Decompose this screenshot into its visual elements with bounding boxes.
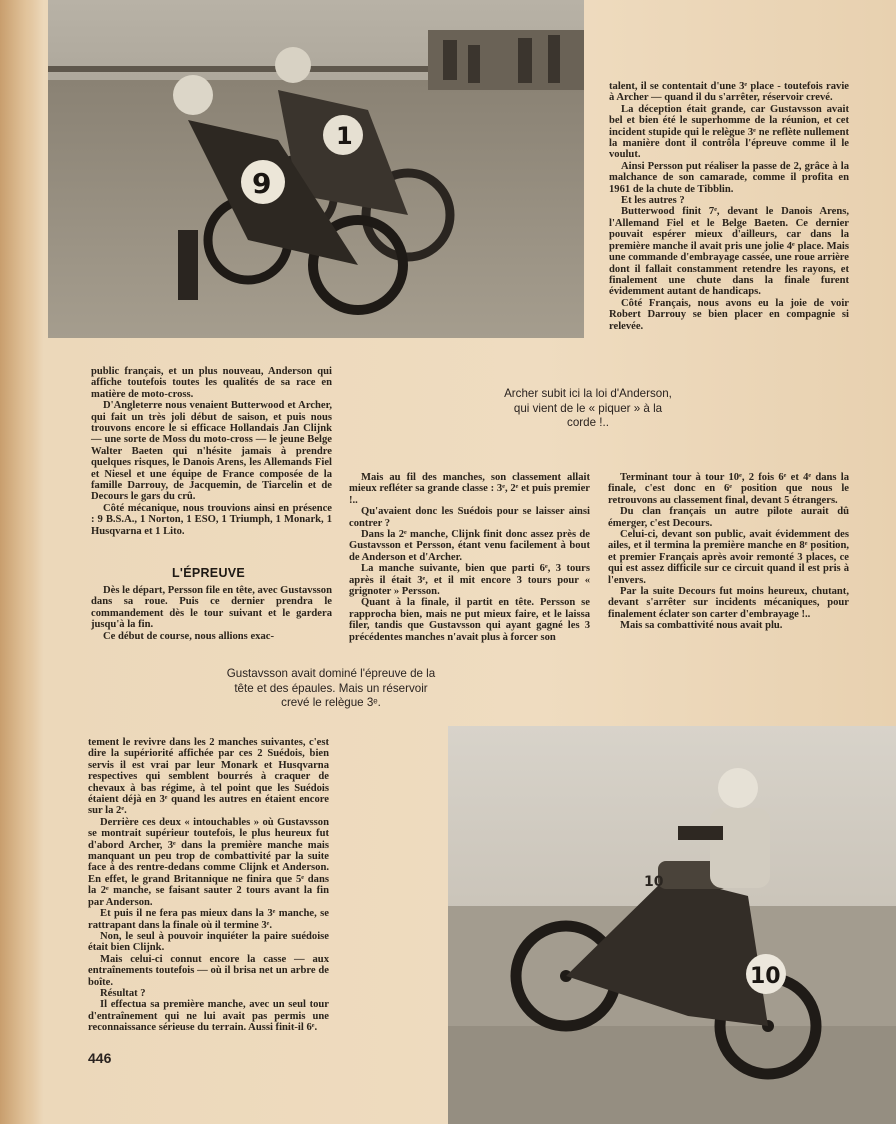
caption-gustavsson: Gustavsson avait dominé l'épreuve de la tête et des épaules. Mais un réservoir crevé le relègue 3ᵉ. bbox=[226, 667, 436, 709]
paragraph: talent, il se contentait d'une 3ᵉ place - toutefois ravie à Archer — quand il du s'arrêter, réservoir crevé. bbox=[609, 81, 849, 104]
photo-rider-10-image bbox=[448, 726, 896, 1124]
caption-archer: Archer subit ici la loi d'Anderson, qui vient de le « piquer » à la corde !.. bbox=[504, 387, 672, 429]
paragraph: La manche suivante, bien que parti 6ᵉ, 3 tours après il était 3ᵉ, et il mit encore 3 tours pour « grignoter » Persson. bbox=[349, 563, 590, 598]
paragraph: Derrière ces deux « intouchables » où Gustavsson se montrait supérieur toutefois, le plus heureux fut d'abord Archer, 3ᵉ dans la première manche mais manquant un peu trop de combattivité par la suite face à des rentre-dedans comme Clijnk et Anderson. En effet, le grand Britannique ne finira que 5ᵉ dans la 2ᵉ manche, se faisant sauter 2 tours avant la fin par Anderson. bbox=[88, 816, 329, 908]
left-column bbox=[91, 366, 332, 537]
page-number: 446 bbox=[88, 1050, 112, 1066]
paragraph: Butterwood finit 7ᵉ, devant le Danois Arens, l'Allemand Fiel et le Belge Baeten. Ce dernier pouvait espérer mieux d'ailleurs, car dans la première manche il avait pris une jolie 4ᵉ place. Mais une commande d'embrayage cassée, une roue arrière dont il fallait constamment retendre les rayons, et finalement une chute dans la finale furent évidemment autant de handicaps. bbox=[609, 206, 849, 298]
paragraph: La déception était grande, car Gustavsson avait bel et bien été le superhomme de la réunion, et cet incident stupide qui le relègue 3ᵉ ne reflète nullement la manière dont il contrôla l'épreuve comme il le voulut. bbox=[609, 103, 849, 161]
paragraph: Celui-ci, devant son public, avait évidemment des ailes, et il termina la première manche en 8ᵉ position, et premier Français après avoir remonté 3 places, ce qui est assez difficile sur ce circuit quand il est pris à l'envers. bbox=[608, 529, 849, 586]
svg-text:1: 1 bbox=[336, 122, 353, 150]
photo-riders-9-and-1 bbox=[48, 0, 584, 338]
paragraph: Qu'avaient donc les Suédois pour se laisser ainsi contrer ? bbox=[349, 506, 590, 529]
paragraph: Il effectua sa première manche, avec un seul tour d'entraînement qui ne lui avait pas permis une reconnaissance sérieuse du terrain. Aussi finit-il 6ᵉ. bbox=[88, 999, 329, 1034]
page-edge bbox=[0, 0, 44, 1124]
paragraph: Côté mécanique, nous trouvions ainsi en présence : 9 B.S.A., 1 Norton, 1 ESO, 1 Triumph, 1 Monark, 1 Husqvarna et 1 Lito. bbox=[91, 502, 332, 537]
paragraph: Dès le départ, Persson file en tête, avec Gustavsson dans sa roue. Puis ce dernier prendra le commandement dès le tour suivant et le gardera jusqu'à la fin. bbox=[91, 585, 332, 631]
paragraph: tement le revivre dans les 2 manches suivantes, c'est dire la supériorité affichée par ces 2 Suédois, bien servis il est vrai par leur Monark et Husqvarna respectives qui semblent bourrés à craquer de chevaux à bas régime, à tel point que les Suédois étaient déjà en 3ᵉ quand les autres en étaient encore sur la 2ᵉ. bbox=[88, 737, 329, 817]
top-right-column bbox=[609, 81, 849, 332]
paragraph: public français, et un plus nouveau, Anderson qui affiche toutefois toutes les qualités de sa race en matière de moto-cross. bbox=[91, 366, 332, 400]
paragraph: D'Angleterre nous venaient Butterwood et Archer, qui fait un très joli début de saison, et puis nous trouvons encore le si efficace Hollandais Jan Clijnk — une sorte de Moss du moto-cross — le jeune Belge Walter Baeten qui n'hésite jamais à prendre quelques risques, le Danois Arens, les Allemands Fiel et Niesel et une équipe de France composée de la famille Darrouy, de Jacquemin, de Tiarcelin et de Decours le gars du crû. bbox=[91, 400, 332, 503]
svg-text:9: 9 bbox=[252, 167, 272, 200]
paragraph: Mais sa combattivité nous avait plu. bbox=[620, 620, 783, 632]
paragraph: Et puis il ne fera pas mieux dans la 3ᵉ manche, se rattrapant dans la finale où il termine 3ᵉ. bbox=[88, 908, 329, 931]
photo-rider-10 bbox=[448, 726, 896, 1124]
bottom-left-column bbox=[88, 737, 329, 1034]
svg-text:10: 10 bbox=[644, 874, 664, 890]
paragraph: Quant à la finale, il partit en tête. Persson se rapprocha bien, mais ne put mieux faire, et le laissa filer, tandis que Gustavsson qui ayant gagné les 3 précédentes manches n'avait plus à forcer son bbox=[349, 597, 590, 643]
paragraph: Côté Français, nous avons eu la joie de voir Robert Darrouy se bien placer en compagnie si relevée. bbox=[609, 297, 849, 332]
section-heading-epreuve: L'ÉPREUVE bbox=[172, 566, 246, 580]
paragraph: Ainsi Persson put réaliser la passe de 2, grâce à la malchance de son camarade, comme il profita en 1961 de la chute de Tibblin. bbox=[609, 160, 849, 195]
paragraph: Ce début de course, nous allions exac- bbox=[103, 630, 274, 642]
paragraph: Résultat ? bbox=[100, 987, 146, 999]
paragraph: Mais celui-ci connut encore la casse — aux entraînements toutefois — où il brisa net un arbre de boîte. bbox=[88, 953, 329, 988]
paragraph: Terminant tour à tour 10ᵉ, 2 fois 6ᵉ et 4ᵉ dans la finale, c'est donc en 6ᵉ position que nous le retrouvons au classement final, devant 5 étrangers. bbox=[608, 472, 849, 506]
paragraph: Et les autres ? bbox=[621, 195, 685, 207]
paragraph: Mais au fil des manches, son classement allait mieux refléter sa grande classe : 3ᵉ, 2ᵉ et puis premier !.. bbox=[349, 472, 590, 506]
epreuve-column bbox=[91, 585, 332, 642]
paragraph: Dans la 2ᵉ manche, Clijnk finit donc assez près de Gustavsson et Persson, étant venu facilement à bout de Anderson et d'Archer. bbox=[349, 529, 590, 563]
middle-column bbox=[349, 472, 590, 643]
paragraph: Par la suite Decours fut moins heureux, chutant, devant s'arrêter sur incidents mécaniques, pour finalement éclater son carter d'embrayage !.. bbox=[608, 586, 849, 620]
paragraph: Non, le seul à pouvoir inquiéter la paire suédoise était bien Clijnk. bbox=[88, 930, 329, 954]
svg-text:10: 10 bbox=[750, 964, 781, 989]
right-column bbox=[608, 472, 849, 632]
photo-riders-9-and-1-image bbox=[48, 0, 584, 338]
paragraph: Du clan français un autre pilote aurait dû émerger, c'est Decours. bbox=[608, 506, 849, 529]
